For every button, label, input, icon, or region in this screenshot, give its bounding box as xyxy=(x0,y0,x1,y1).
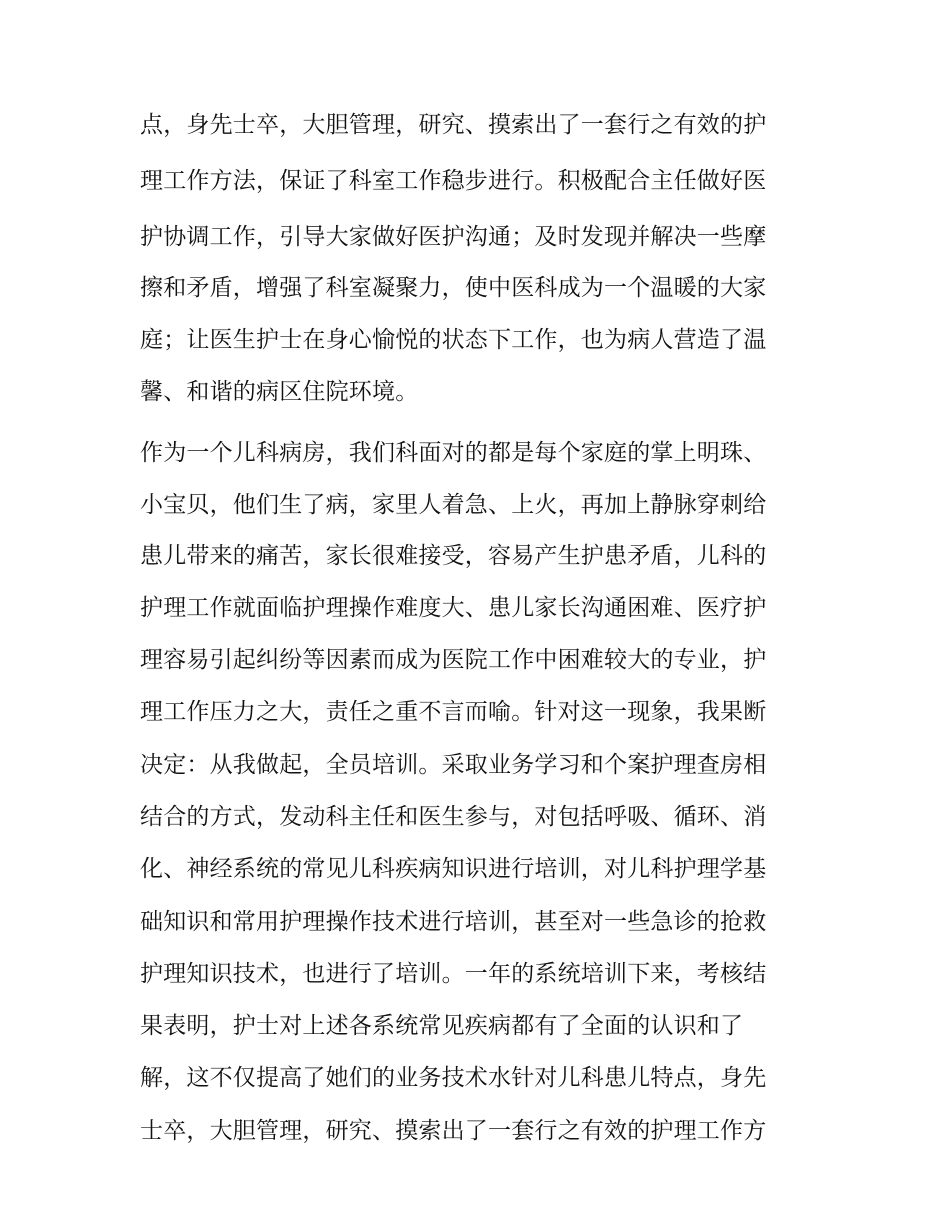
text-line: 士卒，大胆管理，研究、摸索出了一套行之有效的护理工作方 xyxy=(140,1118,767,1144)
text-line: 庭；让医生护士在身心愉悦的状态下工作，也为病人营造了温 xyxy=(140,327,767,353)
text-line: 擦和矛盾，增强了科室凝聚力，使中医科成为一个温暖的大家 xyxy=(140,275,767,301)
text-line: 护理知识技术，也进行了培训。一年的系统培训下来，考核结 xyxy=(140,961,767,987)
text-line: 护理工作就面临护理操作难度大、患儿家长沟通困难、医疗护 xyxy=(140,595,767,621)
text-line: 小宝贝，他们生了病，家里人着急、上火，再加上静脉穿刺给 xyxy=(140,492,767,518)
text-line: 馨、和谐的病区住院环境。 xyxy=(140,379,419,405)
text-line: 理容易引起纠纷等因素而成为医院工作中困难较大的专业，护 xyxy=(140,647,767,673)
text-line: 作为一个儿科病房，我们科面对的都是每个家庭的掌上明珠、 xyxy=(140,440,767,466)
text-line: 化、神经系统的常见儿科疾病知识进行培训，对儿科护理学基 xyxy=(140,856,767,882)
text-line: 理工作压力之大，责任之重不言而喻。针对这一现象，我果断 xyxy=(140,699,767,725)
text-line: 患儿带来的痛苦，家长很难接受，容易产生护患矛盾，儿科的 xyxy=(140,543,767,569)
text-line: 护协调工作，引导大家做好医护沟通；及时发现并解决一些摩 xyxy=(140,224,767,250)
text-line: 决定：从我做起，全员培训。采取业务学习和个案护理查房相 xyxy=(140,752,767,778)
text-line: 解，这不仅提高了她们的业务技术水针对儿科患儿特点，身先 xyxy=(140,1065,767,1091)
text-line: 理工作方法，保证了科室工作稳步进行。积极配合主任做好医 xyxy=(140,168,767,194)
text-line: 结合的方式，发动科主任和医生参与，对包括呼吸、循环、消 xyxy=(140,804,767,830)
text-line: 础知识和常用护理操作技术进行培训，甚至对一些急诊的抢救 xyxy=(140,909,767,935)
text-line: 果表明，护士对上述各系统常见疾病都有了全面的认识和了 xyxy=(140,1013,744,1039)
text-line: 点，身先士卒，大胆管理，研究、摸索出了一套行之有效的护 xyxy=(140,112,767,138)
